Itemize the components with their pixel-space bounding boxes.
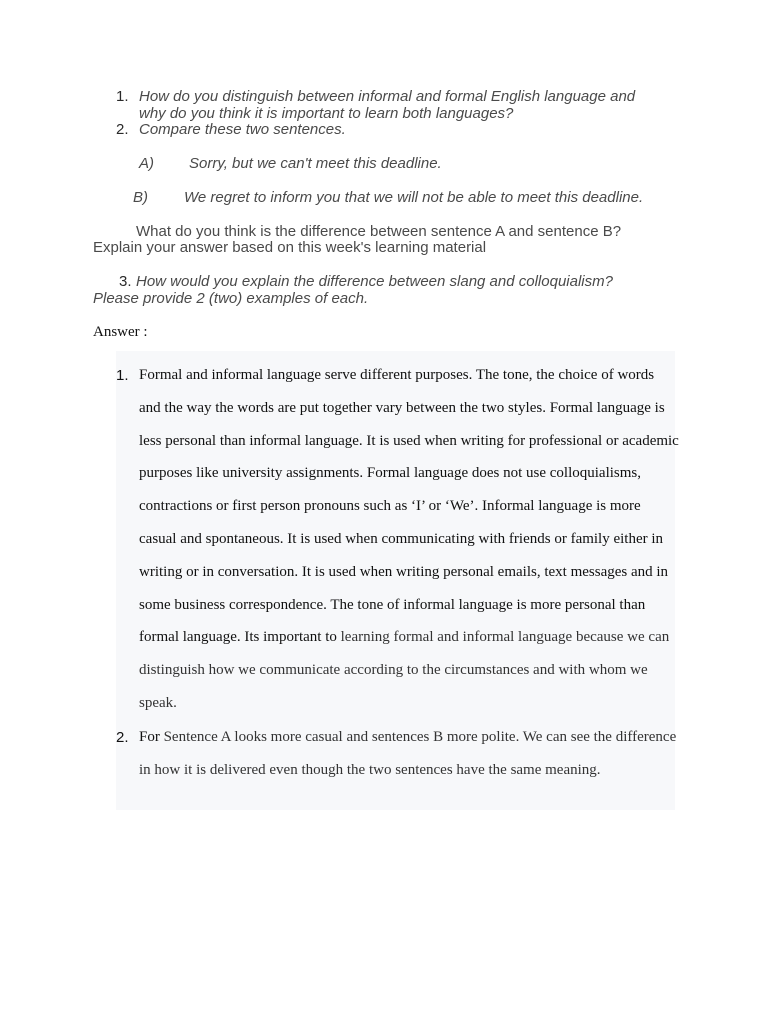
answer-2-number: 2. bbox=[116, 729, 129, 746]
question-3-number: 3. bbox=[119, 273, 132, 290]
answer-1-text-part-1: Formal and informal language serve different purposes. The tone, the choice of words and the way the words are put together vary between the two styles. Formal language is less personal than informal language. It is used when writing for professional or academic purposes like university assignments. Formal language does not use colloquialisms, contractions or first person pronouns such as ‘I’ or ‘We’. Informal language is more casual and spontaneous. It is used when communicating with friends or family either in writing or in conversation. It is used when writing personal emails, text messages and in some business correspondence. The tone of informal language is more personal than formal language. Its important to bbox=[139, 367, 679, 646]
answer-2-text bbox=[139, 721, 679, 787]
question-3-line-1: How would you explain the difference between slang and colloquialism? bbox=[136, 273, 613, 290]
question-2-number: 2. bbox=[116, 121, 129, 138]
question-1-line-1: How do you distinguish between informal and formal English language and bbox=[139, 88, 636, 105]
answer-1-number: 1. bbox=[116, 367, 129, 384]
sentence-a-text: Sorry, but we can't meet this deadline. bbox=[189, 155, 442, 172]
sentence-b-label: B) bbox=[133, 189, 148, 206]
answer-label: Answer : bbox=[93, 324, 148, 340]
sentence-b-text: We regret to inform you that we will not be able to meet this deadline. bbox=[184, 189, 644, 206]
question-2-text: Compare these two sentences. bbox=[139, 121, 346, 138]
answer-1-text-part-2: learning formal and informal language because we can distinguish how we communicate according to the circumstances and with whom we speak. bbox=[139, 629, 670, 711]
answer-1-text bbox=[139, 359, 679, 720]
answer-2-text-part-1: For bbox=[139, 729, 160, 745]
sentence-a-label: A) bbox=[139, 155, 154, 172]
question-1-line-2: why do you think it is important to learn both languages? bbox=[139, 105, 514, 122]
answer-2-text-part-2: Sentence A looks more casual and sentences B more polite. We can see the difference in how it is delivered even though the two sentences have the same meaning. bbox=[139, 729, 677, 778]
question-2-followup-line-1: What do you think is the difference between sentence A and sentence B? bbox=[136, 223, 622, 240]
question-3-line-2: Please provide 2 (two) examples of each. bbox=[93, 290, 369, 307]
question-1-number: 1. bbox=[116, 88, 129, 105]
question-2-followup-line-2: Explain your answer based on this week's learning material bbox=[93, 239, 487, 256]
